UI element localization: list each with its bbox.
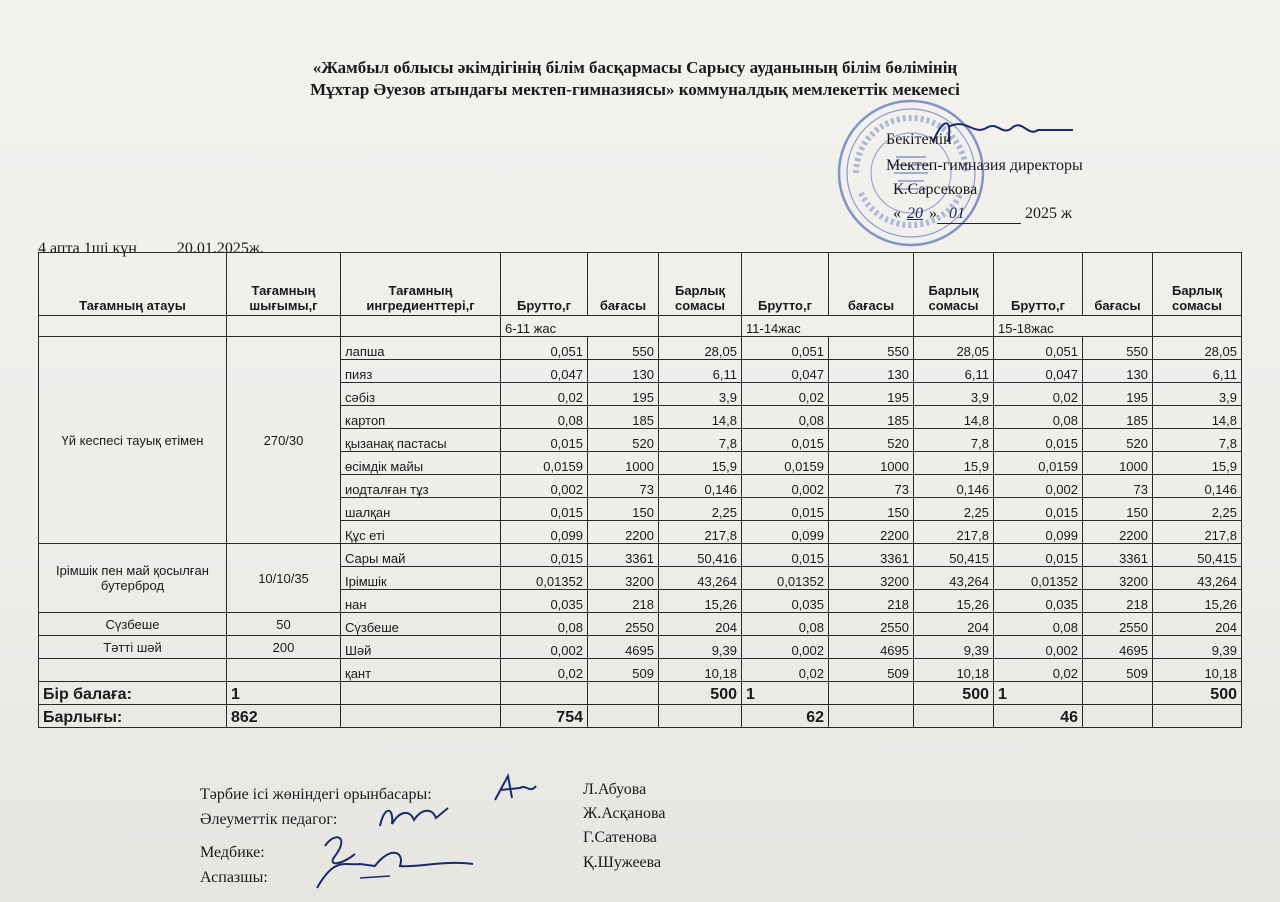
cell-total: 7,8 (659, 429, 742, 452)
cell-total: 7,8 (1153, 429, 1242, 452)
approval-position: Мектеп-гимназия директоры (886, 157, 1083, 174)
cell-total: 14,8 (914, 406, 994, 429)
cell-price: 550 (588, 337, 659, 360)
cell-price: 195 (588, 383, 659, 406)
col-header-total: Барлық сомасы (914, 253, 994, 316)
cell-total: 15,26 (659, 590, 742, 613)
ingredient-name: картоп (341, 406, 501, 429)
cell-brutto: 0,002 (994, 475, 1083, 498)
cell-total: 9,39 (659, 636, 742, 659)
dish-output: 10/10/35 (227, 544, 341, 613)
ingredient-name: өсімдік майы (341, 452, 501, 475)
cell-price: 520 (1083, 429, 1153, 452)
per-child-g1-total: 500 (659, 682, 742, 705)
ingredient-name: нан (341, 590, 501, 613)
per-child-count: 1 (227, 682, 341, 705)
cell-total: 15,26 (1153, 590, 1242, 613)
cell-brutto: 0,08 (742, 613, 829, 636)
cell-price: 550 (829, 337, 914, 360)
deputy-signature-icon (490, 772, 540, 808)
cell-total: 15,26 (914, 590, 994, 613)
cell-brutto: 0,051 (501, 337, 588, 360)
cell-brutto: 0,002 (994, 636, 1083, 659)
cell-brutto: 0,01352 (501, 567, 588, 590)
cell-price: 3200 (829, 567, 914, 590)
cell-brutto: 0,015 (501, 429, 588, 452)
cell-brutto: 0,02 (742, 383, 829, 406)
cell-price: 2200 (1083, 521, 1153, 544)
cell-price: 3200 (1083, 567, 1153, 590)
cell-total: 43,264 (1153, 567, 1242, 590)
cell-brutto: 0,01352 (742, 567, 829, 590)
cell-total: 9,39 (1153, 636, 1242, 659)
staff-role-deputy: Тәрбие ісі жөніндегі орынбасары: (200, 786, 432, 803)
cell-total: 50,415 (1153, 544, 1242, 567)
col-header-brutto: Брутто,г (501, 253, 588, 316)
ingredient-name: пияз (341, 360, 501, 383)
col-header-price: бағасы (829, 253, 914, 316)
cell-price: 150 (829, 498, 914, 521)
table-row (39, 337, 1242, 360)
dish-name (39, 659, 227, 682)
cell-price: 150 (588, 498, 659, 521)
col-header-price: бағасы (1083, 253, 1153, 316)
cell-price: 4695 (588, 636, 659, 659)
cell-brutto: 0,08 (742, 406, 829, 429)
dish-output: 200 (227, 636, 341, 659)
cell-price: 3200 (588, 567, 659, 590)
ingredient-name: Ірімшік (341, 567, 501, 590)
cell-total: 43,264 (659, 567, 742, 590)
cell-total: 6,11 (1153, 360, 1242, 383)
cell-total: 15,9 (1153, 452, 1242, 475)
staff-role-nurse: Медбике: (200, 844, 265, 861)
grand-total-g3: 46 (994, 705, 1083, 728)
cell-brutto: 0,002 (501, 636, 588, 659)
per-child-g2-count: 1 (742, 682, 829, 705)
grand-total-g1: 754 (501, 705, 588, 728)
menu-table (38, 252, 1242, 728)
cell-brutto: 0,02 (501, 659, 588, 682)
cell-total: 7,8 (914, 429, 994, 452)
cell-brutto: 0,002 (501, 475, 588, 498)
dish-output: 270/30 (227, 337, 341, 544)
week-day: 4 апта 1ші күн (38, 240, 137, 257)
staff-name-social-pedagogue: Ж.Асқанова (583, 805, 666, 822)
cell-total: 10,18 (914, 659, 994, 682)
col-header-brutto: Брутто,г (994, 253, 1083, 316)
cell-price: 1000 (1083, 452, 1153, 475)
approval-day: 20 (907, 205, 923, 222)
dish-output (227, 659, 341, 682)
cell-price: 185 (1083, 406, 1153, 429)
cell-brutto: 0,015 (994, 498, 1083, 521)
table-row (39, 613, 1242, 636)
cell-total: 15,9 (659, 452, 742, 475)
approval-month: 01 (937, 205, 1021, 224)
cell-total: 3,9 (1153, 383, 1242, 406)
cell-brutto: 0,015 (742, 429, 829, 452)
cell-price: 218 (829, 590, 914, 613)
staff-name-deputy: Л.Абуова (583, 781, 647, 798)
cell-total: 217,8 (659, 521, 742, 544)
cell-total: 204 (659, 613, 742, 636)
cell-brutto: 0,0159 (742, 452, 829, 475)
cell-brutto: 0,02 (501, 383, 588, 406)
cell-brutto: 0,015 (501, 498, 588, 521)
table-row (39, 636, 1242, 659)
cell-brutto: 0,099 (742, 521, 829, 544)
cell-price: 4695 (1083, 636, 1153, 659)
cell-price: 2200 (829, 521, 914, 544)
cell-brutto: 0,02 (742, 659, 829, 682)
cell-price: 509 (829, 659, 914, 682)
cell-total: 2,25 (659, 498, 742, 521)
cell-brutto: 0,08 (501, 406, 588, 429)
ingredient-name: Сүзбеше (341, 613, 501, 636)
staff-role-social-pedagogue: Әлеуметтік педагог: (200, 811, 338, 828)
grand-total-value: 862 (227, 705, 341, 728)
grand-total-g2: 62 (742, 705, 829, 728)
cell-total: 10,18 (1153, 659, 1242, 682)
cell-price: 2200 (588, 521, 659, 544)
table-row (39, 659, 1242, 682)
ingredient-name: қант (341, 659, 501, 682)
director-signature-icon (928, 112, 1078, 152)
ingredient-name: шалқан (341, 498, 501, 521)
cell-total: 217,8 (914, 521, 994, 544)
col-header-total: Барлық сомасы (659, 253, 742, 316)
ingredient-name: қызанақ пастасы (341, 429, 501, 452)
cell-total: 204 (1153, 613, 1242, 636)
per-child-row (39, 682, 1242, 705)
cell-price: 1000 (588, 452, 659, 475)
approval-label: Бекітемін (886, 131, 952, 148)
cell-brutto: 0,099 (994, 521, 1083, 544)
cell-price: 185 (588, 406, 659, 429)
grand-total-row (39, 705, 1242, 728)
cell-price: 509 (1083, 659, 1153, 682)
age-group-row (39, 316, 1242, 337)
cell-total: 14,8 (1153, 406, 1242, 429)
cell-price: 73 (588, 475, 659, 498)
cell-brutto: 0,002 (742, 475, 829, 498)
dish-output: 50 (227, 613, 341, 636)
cell-price: 73 (1083, 475, 1153, 498)
ingredient-name: лапша (341, 337, 501, 360)
cell-brutto: 0,047 (742, 360, 829, 383)
ingredient-name: Сары май (341, 544, 501, 567)
cell-total: 204 (914, 613, 994, 636)
cell-total: 3,9 (659, 383, 742, 406)
col-header-price: бағасы (588, 253, 659, 316)
cell-brutto: 0,015 (994, 429, 1083, 452)
dish-name: Сүзбеше (39, 613, 227, 636)
cell-total: 6,11 (659, 360, 742, 383)
cell-brutto: 0,051 (742, 337, 829, 360)
cell-brutto: 0,02 (994, 659, 1083, 682)
ingredient-name: сәбіз (341, 383, 501, 406)
cell-total: 2,25 (914, 498, 994, 521)
approval-year: 2025 ж (1025, 205, 1073, 222)
cell-total: 2,25 (1153, 498, 1242, 521)
cell-price: 2550 (829, 613, 914, 636)
cell-brutto: 0,015 (501, 544, 588, 567)
dish-name: Үй кеспесі тауық етімен (39, 337, 227, 544)
cell-price: 3361 (829, 544, 914, 567)
ingredient-name: Құс еті (341, 521, 501, 544)
cell-brutto: 0,08 (501, 613, 588, 636)
cell-price: 218 (1083, 590, 1153, 613)
age-group-3: 15-18жас (994, 316, 1153, 337)
cell-brutto: 0,08 (994, 406, 1083, 429)
per-child-g3-count: 1 (994, 682, 1083, 705)
cell-total: 0,146 (914, 475, 994, 498)
staff-name-nurse: Г.Сатенова (583, 829, 657, 846)
cell-total: 6,11 (914, 360, 994, 383)
staff-role-cook: Аспазшы: (200, 869, 268, 886)
cell-brutto: 0,099 (501, 521, 588, 544)
cell-total: 50,415 (914, 544, 994, 567)
menu-date: 20.01.2025ж. (176, 240, 264, 257)
cell-brutto: 0,0159 (501, 452, 588, 475)
table-row (39, 544, 1242, 567)
cell-brutto: 0,01352 (994, 567, 1083, 590)
cell-total: 28,05 (914, 337, 994, 360)
cell-brutto: 0,002 (742, 636, 829, 659)
cell-price: 130 (588, 360, 659, 383)
dish-name: Ірімшік пен май қосылған бутерброд (39, 544, 227, 613)
staff-name-cook: Қ.Шужеева (583, 854, 662, 871)
header-line-1: «Жамбыл облысы әкімдігінің білім басқармасы Сарысу ауданының білім бөлімінің (312, 58, 958, 77)
col-header-brutto: Брутто,г (742, 253, 829, 316)
cell-total: 28,05 (659, 337, 742, 360)
cell-total: 10,18 (659, 659, 742, 682)
cell-brutto: 0,047 (501, 360, 588, 383)
cell-brutto: 0,015 (994, 544, 1083, 567)
col-header-total: Барлық сомасы (1153, 253, 1242, 316)
cell-price: 185 (829, 406, 914, 429)
approval-name: К.Сарсекова (893, 181, 978, 198)
col-header-ingredients: Тағамның ингредиенттері,г (341, 253, 501, 316)
cell-price: 218 (588, 590, 659, 613)
cell-price: 130 (829, 360, 914, 383)
cell-total: 0,146 (659, 475, 742, 498)
per-child-g2-total: 500 (914, 682, 994, 705)
cell-price: 3361 (1083, 544, 1153, 567)
per-child-g3-total: 500 (1153, 682, 1242, 705)
cell-brutto: 0,035 (994, 590, 1083, 613)
per-child-label: Бір балаға: (39, 682, 227, 705)
ingredient-name: иодталған тұз (341, 475, 501, 498)
cell-brutto: 0,051 (994, 337, 1083, 360)
cell-price: 195 (829, 383, 914, 406)
cell-total: 3,9 (914, 383, 994, 406)
cell-price: 2550 (1083, 613, 1153, 636)
cell-brutto: 0,02 (994, 383, 1083, 406)
cell-price: 73 (829, 475, 914, 498)
cell-price: 550 (1083, 337, 1153, 360)
cell-brutto: 0,0159 (994, 452, 1083, 475)
nurse-cook-signature-icon (305, 826, 485, 896)
cell-total: 14,8 (659, 406, 742, 429)
table-header-row (39, 253, 1242, 316)
cell-price: 4695 (829, 636, 914, 659)
col-header-output: Тағамның шығымы,г (227, 253, 341, 316)
grand-total-label: Барлығы: (39, 705, 227, 728)
dish-name: Тәтті шәй (39, 636, 227, 659)
cell-price: 520 (588, 429, 659, 452)
cell-brutto: 0,047 (994, 360, 1083, 383)
age-group-1: 6-11 жас (501, 316, 659, 337)
cell-price: 3361 (588, 544, 659, 567)
col-header-name: Тағамның атауы (39, 253, 227, 316)
cell-total: 50,416 (659, 544, 742, 567)
cell-price: 1000 (829, 452, 914, 475)
header-line-2: Мұхтар Әуезов атындағы мектеп-гимназиясы» коммуналдық мемлекеттік мекемесі (310, 80, 960, 99)
cell-brutto: 0,015 (742, 544, 829, 567)
cell-total: 15,9 (914, 452, 994, 475)
approval-date: « 20 » 01 2025 ж (893, 205, 1073, 222)
cell-price: 2550 (588, 613, 659, 636)
cell-price: 150 (1083, 498, 1153, 521)
cell-total: 217,8 (1153, 521, 1242, 544)
cell-brutto: 0,015 (742, 498, 829, 521)
cell-total: 28,05 (1153, 337, 1242, 360)
cell-price: 509 (588, 659, 659, 682)
cell-price: 520 (829, 429, 914, 452)
cell-brutto: 0,035 (501, 590, 588, 613)
age-group-2: 11-14жас (742, 316, 914, 337)
cell-price: 130 (1083, 360, 1153, 383)
cell-price: 195 (1083, 383, 1153, 406)
ingredient-name: Шәй (341, 636, 501, 659)
cell-brutto: 0,035 (742, 590, 829, 613)
cell-total: 0,146 (1153, 475, 1242, 498)
cell-total: 43,264 (914, 567, 994, 590)
cell-brutto: 0,08 (994, 613, 1083, 636)
cell-total: 9,39 (914, 636, 994, 659)
